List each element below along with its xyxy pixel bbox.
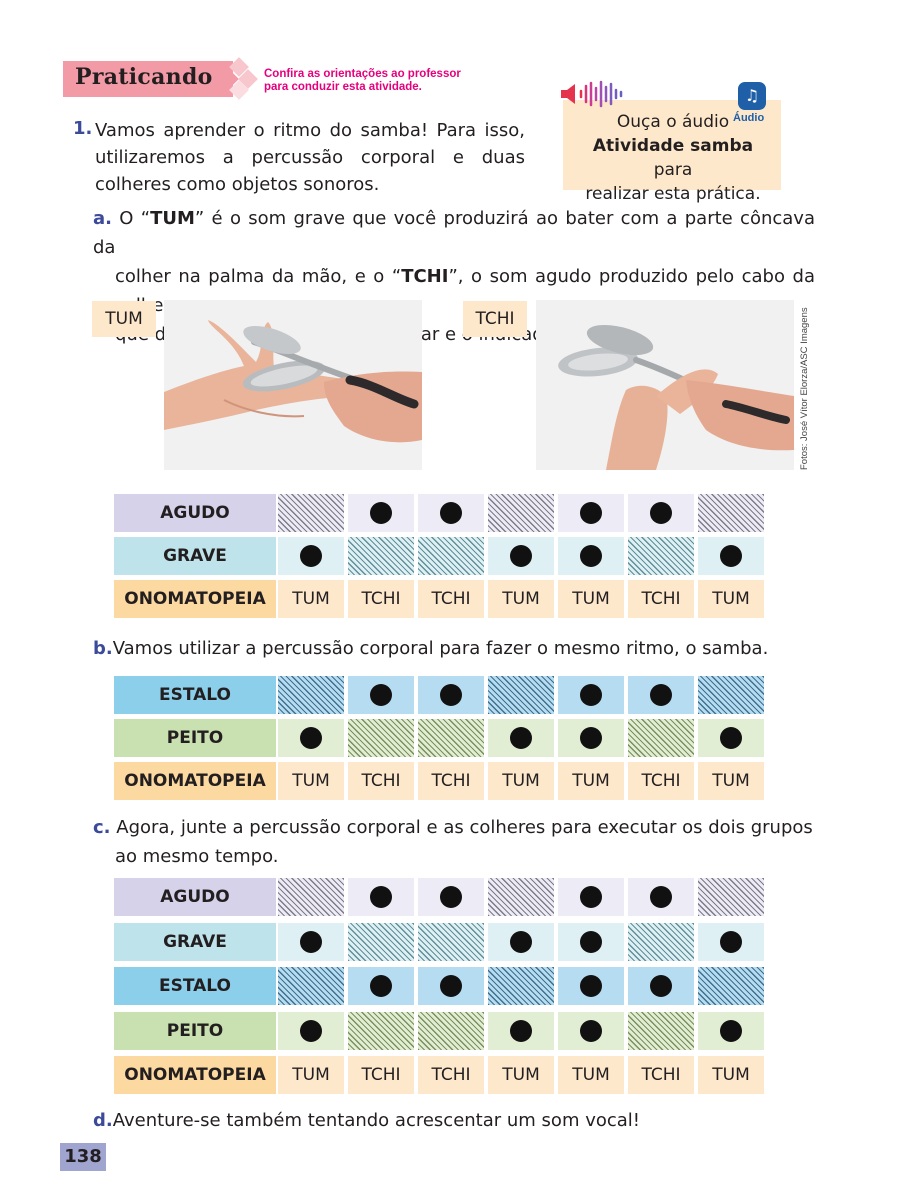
rest-cell-agudo — [488, 494, 554, 532]
onomatopeia-cell — [418, 580, 484, 618]
beat-cell-grave — [698, 923, 764, 961]
row-label-ono: ONOMATOPEIA — [114, 580, 276, 618]
row-label-ono: ONOMATOPEIA — [114, 1056, 276, 1094]
rest-cell-estalo — [278, 967, 344, 1005]
onomatopeia-text: TCHI — [431, 589, 471, 609]
rest-cell-grave — [418, 537, 484, 575]
beat-cell-peito — [558, 1012, 624, 1050]
onomatopeia-text: TCHI — [431, 771, 471, 791]
item-a-text-5: e — [444, 324, 457, 345]
row-label-ono: ONOMATOPEIA — [114, 762, 276, 800]
onomatopeia-text: TCHI — [641, 1065, 681, 1085]
beat-dot — [580, 1020, 602, 1042]
onomatopeia-cell — [628, 580, 694, 618]
beat-dot — [300, 1020, 322, 1042]
rest-cell-agudo — [278, 494, 344, 532]
onomatopeia-text: TCHI — [361, 589, 401, 609]
beat-dot — [510, 1020, 532, 1042]
item-c-text-1: Agora, junte a percussão corporal e as colheres para executar os dois grupos — [116, 817, 813, 838]
row-label-peito: PEITO — [114, 719, 276, 757]
section-title: Praticando — [75, 64, 213, 90]
beat-cell-agudo — [628, 878, 694, 916]
beat-dot — [580, 931, 602, 953]
audio-play-icon[interactable]: ♫ — [738, 82, 766, 110]
onomatopeia-text: TUM — [292, 589, 330, 609]
question-number: 1. — [73, 118, 93, 139]
teacher-note[interactable] — [264, 68, 524, 94]
question-text: Vamos aprender o ritmo do samba! Para isso, utilizaremos a percussão corporal e duas colheres como objetos sonoros. — [95, 120, 525, 195]
item-b — [93, 634, 815, 663]
beat-dot — [720, 727, 742, 749]
audio-line3: realizar esta prática. — [585, 184, 761, 204]
rest-cell-estalo — [278, 676, 344, 714]
beat-cell-estalo — [558, 676, 624, 714]
rest-cell-grave — [628, 537, 694, 575]
beat-cell-peito — [488, 1012, 554, 1050]
beat-cell-agudo — [418, 878, 484, 916]
onomatopeia-text: TUM — [292, 771, 330, 791]
beat-cell-grave — [558, 537, 624, 575]
beat-cell-estalo — [418, 967, 484, 1005]
beat-dot — [720, 931, 742, 953]
rest-cell-grave — [348, 537, 414, 575]
rest-cell-estalo — [698, 967, 764, 1005]
rest-cell-estalo — [698, 676, 764, 714]
beat-dot — [580, 502, 602, 524]
rest-cell-agudo — [698, 494, 764, 532]
item-a-text-2: ” é o som grave que você produzirá ao bater com a parte côncava da — [93, 208, 815, 258]
section-title-tag — [63, 61, 233, 97]
beat-cell-agudo — [558, 494, 624, 532]
beat-dot — [650, 975, 672, 997]
onomatopeia-cell — [558, 580, 624, 618]
rest-cell-grave — [628, 923, 694, 961]
photo-credit — [796, 300, 814, 470]
onomatopeia-cell — [488, 580, 554, 618]
rest-cell-agudo — [698, 878, 764, 916]
onomatopeia-text: TUM — [292, 1065, 330, 1085]
beat-dot — [370, 502, 392, 524]
beat-cell-estalo — [558, 967, 624, 1005]
onomatopeia-text: TUM — [572, 589, 610, 609]
beat-dot — [300, 931, 322, 953]
beat-cell-grave — [698, 537, 764, 575]
beat-cell-agudo — [628, 494, 694, 532]
beat-dot — [440, 684, 462, 706]
onomatopeia-cell — [558, 762, 624, 800]
onomatopeia-text: TUM — [502, 771, 540, 791]
beat-dot — [440, 886, 462, 908]
onomatopeia-text: TCHI — [361, 1065, 401, 1085]
photo-tchi-spoon-handle — [536, 300, 794, 470]
onomatopeia-text: TUM — [502, 1065, 540, 1085]
onomatopeia-cell — [628, 762, 694, 800]
page-number: 138 — [60, 1143, 106, 1171]
beat-dot — [580, 545, 602, 567]
decorative-diamonds — [222, 60, 256, 98]
beat-dot — [580, 727, 602, 749]
item-c — [93, 813, 815, 871]
rest-cell-peito — [628, 1012, 694, 1050]
beat-cell-grave — [558, 923, 624, 961]
beat-dot — [370, 975, 392, 997]
rest-cell-peito — [348, 719, 414, 757]
beat-cell-agudo — [558, 878, 624, 916]
onomatopeia-cell — [418, 1056, 484, 1094]
tchi-keyword: TCHI — [401, 266, 449, 287]
onomatopeia-text: TCHI — [361, 771, 401, 791]
onomatopeia-cell — [348, 762, 414, 800]
item-d-letter: d. — [93, 1110, 113, 1131]
row-label-agudo: AGUDO — [114, 494, 276, 532]
rest-cell-peito — [418, 719, 484, 757]
row-label-estalo: ESTALO — [114, 967, 276, 1005]
beat-cell-grave — [488, 923, 554, 961]
beat-cell-peito — [278, 1012, 344, 1050]
beat-dot — [720, 1020, 742, 1042]
beat-cell-agudo — [348, 494, 414, 532]
onomatopeia-cell — [558, 1056, 624, 1094]
row-label-grave: GRAVE — [114, 923, 276, 961]
row-label-grave: GRAVE — [114, 537, 276, 575]
onomatopeia-cell — [488, 1056, 554, 1094]
beat-cell-peito — [558, 719, 624, 757]
onomatopeia-cell — [698, 762, 764, 800]
onomatopeia-text: TUM — [712, 589, 750, 609]
sound-wave-icon — [561, 80, 631, 108]
row-label-agudo: AGUDO — [114, 878, 276, 916]
beat-dot — [580, 684, 602, 706]
beat-dot — [510, 545, 532, 567]
beat-dot — [370, 886, 392, 908]
beat-dot — [650, 886, 672, 908]
item-a-text-1: O “ — [119, 208, 151, 229]
rest-cell-grave — [418, 923, 484, 961]
onomatopeia-cell — [348, 1056, 414, 1094]
beat-cell-peito — [698, 1012, 764, 1050]
onomatopeia-cell — [698, 1056, 764, 1094]
beat-cell-estalo — [348, 967, 414, 1005]
onomatopeia-text: TUM — [712, 1065, 750, 1085]
item-a-text-4: ”, o som agudo produzido pelo cabo da — [448, 266, 815, 287]
beat-cell-peito — [488, 719, 554, 757]
rest-cell-peito — [628, 719, 694, 757]
beat-dot — [300, 727, 322, 749]
beat-dot — [510, 931, 532, 953]
item-a-text-3: colher na palma da mão, e o “ — [115, 266, 402, 287]
beat-cell-grave — [278, 537, 344, 575]
item-c-letter: c. — [93, 817, 111, 838]
beat-cell-estalo — [628, 967, 694, 1005]
beat-dot — [650, 502, 672, 524]
item-c-text-2: ao mesmo tempo. — [115, 846, 279, 867]
beat-cell-agudo — [418, 494, 484, 532]
beat-dot — [580, 886, 602, 908]
photo-tum-spoon-on-palm — [164, 300, 422, 470]
onomatopeia-cell — [278, 580, 344, 618]
onomatopeia-text: TUM — [712, 771, 750, 791]
beat-dot — [440, 975, 462, 997]
rest-cell-peito — [348, 1012, 414, 1050]
onomatopeia-text: TCHI — [641, 771, 681, 791]
row-label-estalo: ESTALO — [114, 676, 276, 714]
onomatopeia-text: TUM — [502, 589, 540, 609]
audio-badge-label: Áudio — [733, 112, 765, 124]
rest-cell-grave — [348, 923, 414, 961]
beat-dot — [720, 545, 742, 567]
beat-cell-grave — [488, 537, 554, 575]
item-b-letter: b. — [93, 638, 113, 659]
onomatopeia-text: TUM — [572, 771, 610, 791]
onomatopeia-cell — [348, 580, 414, 618]
row-label-peito: PEITO — [114, 1012, 276, 1050]
rest-cell-agudo — [278, 878, 344, 916]
rest-cell-estalo — [488, 967, 554, 1005]
onomatopeia-cell — [628, 1056, 694, 1094]
onomatopeia-cell — [278, 1056, 344, 1094]
rest-cell-peito — [418, 1012, 484, 1050]
audio-title: Atividade samba — [592, 136, 754, 156]
audio-line1: Ouça o áudio — [616, 112, 730, 132]
beat-cell-estalo — [418, 676, 484, 714]
onomatopeia-text: TCHI — [431, 1065, 471, 1085]
teacher-note-line2: para conduzir esta atividade. — [264, 81, 422, 93]
onomatopeia-cell — [278, 762, 344, 800]
item-d — [93, 1106, 815, 1135]
onomatopeia-text: TCHI — [641, 589, 681, 609]
beat-cell-peito — [278, 719, 344, 757]
beat-dot — [580, 975, 602, 997]
beat-cell-peito — [698, 719, 764, 757]
onomatopeia-text: TUM — [572, 1065, 610, 1085]
beat-dot — [370, 684, 392, 706]
photo-label-tchi: TCHI — [463, 301, 527, 337]
beat-dot — [440, 502, 462, 524]
rest-cell-estalo — [488, 676, 554, 714]
photo-credit-text: Fotos: José Vítor Elorza/ASC Imagens — [799, 307, 810, 470]
item-a-letter: a. — [93, 208, 112, 229]
onomatopeia-cell — [488, 762, 554, 800]
beat-cell-grave — [278, 923, 344, 961]
teacher-note-line1: Confira as orientações ao professor — [264, 68, 461, 80]
photo-label-tum: TUM — [92, 301, 156, 337]
item-b-text: Vamos utilizar a percussão corporal para fazer o mesmo ritmo, o samba. — [112, 638, 769, 659]
beat-dot — [650, 684, 672, 706]
beat-cell-estalo — [628, 676, 694, 714]
onomatopeia-cell — [418, 762, 484, 800]
item-d-text: Aventure-se também tentando acrescentar um som vocal! — [112, 1110, 641, 1131]
onomatopeia-cell — [698, 580, 764, 618]
audio-line2-rest: para — [653, 160, 693, 180]
beat-cell-agudo — [348, 878, 414, 916]
beat-dot — [300, 545, 322, 567]
beat-dot — [510, 727, 532, 749]
rest-cell-agudo — [488, 878, 554, 916]
tum-keyword: TUM — [150, 208, 195, 229]
beat-cell-estalo — [348, 676, 414, 714]
